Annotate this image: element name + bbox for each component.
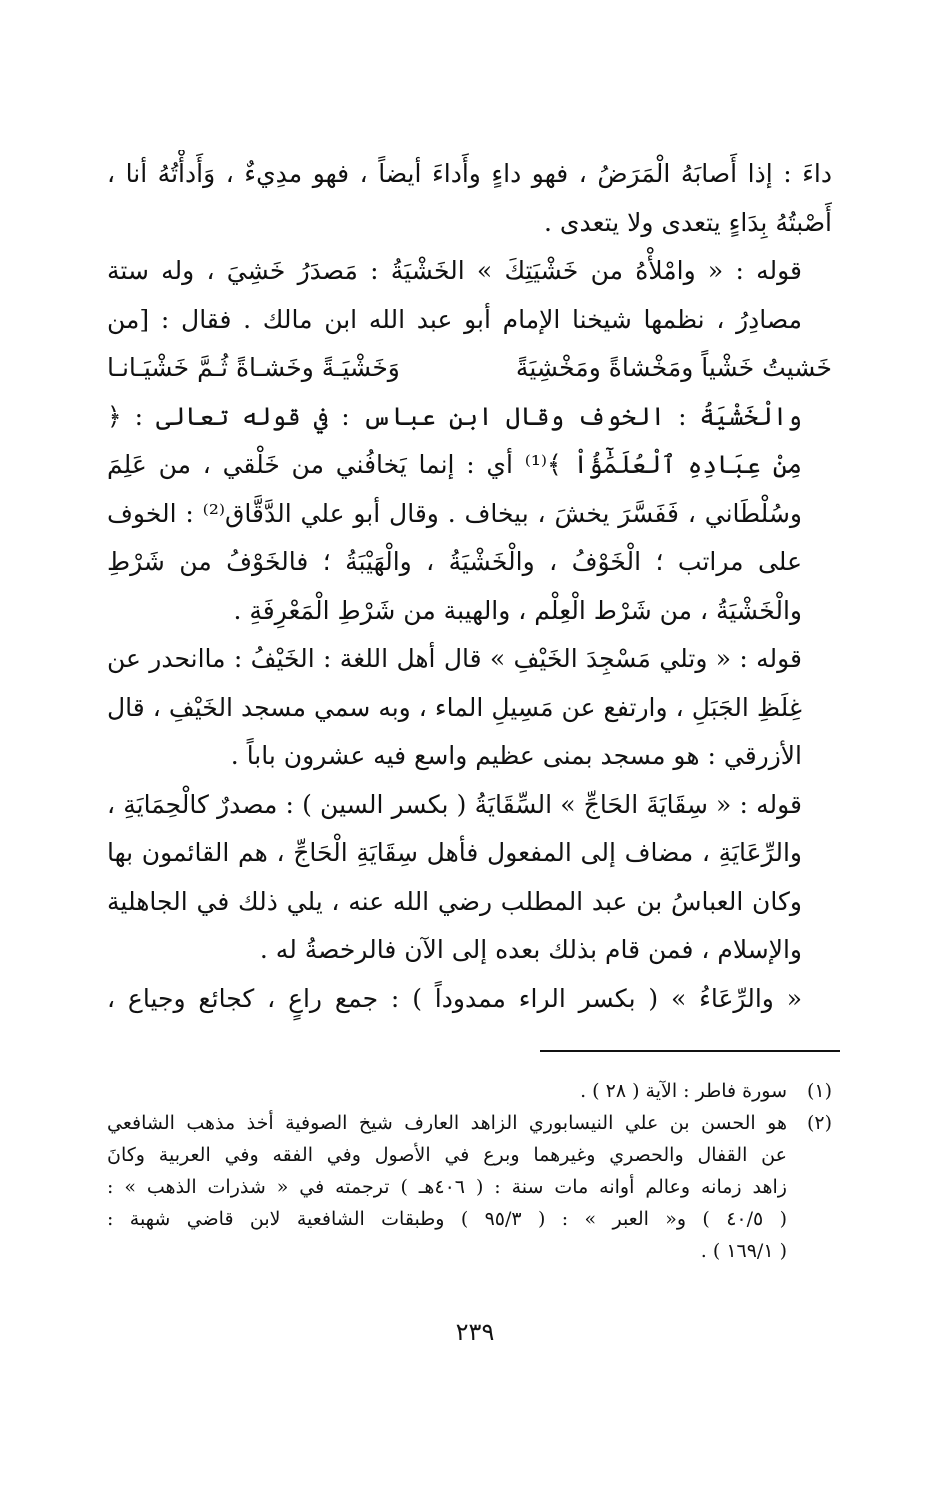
footnotes	[107, 1075, 832, 1267]
text-line: قوله : « سِقَايَةَ الحَاجِّ » السِّقَايَةُ ( بكسر السين ) : مصدرٌ كالْحِمَايَةِ ،	[107, 789, 802, 819]
footnote-separator	[540, 1050, 840, 1052]
text-line: والرِّعَايَةِ ، مضاف إلى المفعول فأهل سِقَايَةِ الْحَاجِّ ، هم القائمون بها	[107, 838, 802, 867]
text-line: الأزرقي : هو مسجد بمنى عظيم واسع فيه عشرون باباً .	[230, 741, 802, 770]
paragraph-khawf	[107, 393, 832, 636]
footnote-line: زاهد زمانه وعالم أوانه مات سنة : ( ٤٠٦هـ ) ترجمته في « شذرات الذهب » :	[107, 1176, 787, 1198]
paragraph-khayf	[107, 635, 832, 781]
footnote-line: هو الحسن بن علي النيسابوري الزاهد العارف شيخ الصوفية أخذ مذهب الشافعي	[107, 1112, 787, 1134]
text-line: داءَ : إذا أَصابَهُ الْمَرَضُ ، فهو داءٍ وأَداءَ أيضاً ، فهو مدِيءٌ ، وَأَدأْتُهُ أنا ،	[107, 159, 832, 188]
text-line: على مراتب ؛ الْخَوْفُ ، والْخَشْيَةُ ، والْهَيْبَةُ ؛ فالخَوْفُ من شَرْطِ	[107, 547, 802, 576]
verse-second-hemistich: وَخَشْيَـةً وخَشـاةً ثُـمَّ خَشْيَـانـا	[107, 353, 400, 382]
text-line: أَصْبتُهُ بِدَاءٍ يتعدى ولا يتعدى .	[544, 207, 832, 237]
footnote-text	[107, 1075, 787, 1107]
footnote-line: ( ٤٠/٥ ) و« العبر » : ( ٩٥/٣ ) وطبقات الشافعية لابن قاضي شهبة :	[107, 1208, 787, 1230]
footnote-1	[107, 1075, 832, 1107]
paragraph-siqaya	[107, 781, 832, 975]
footnote-number: (٢)	[806, 1112, 832, 1134]
text-line: مِنْ عِبَادِهِ ٱلْعُلَمَٰٓؤُاْ ﴾⁽¹⁾ أي : إنما يَخافُني من خَلْقي ، من عَلِمَ	[107, 450, 802, 479]
footnote-line: ( ١٦٩/١ ) .	[700, 1240, 787, 1262]
text-line: قوله : « وتلي مَسْجِدَ الخَيْفِ » قال أهل اللغة : الخَيْفُ : ماانحدر عن	[107, 644, 802, 673]
text-line: والْخَشْيَةُ : الخوف وقال ابن عباس : في قوله تعالى : ﴿	[107, 401, 802, 431]
text-line: وسُلْطَاني ، فَفَسَّرَ يخشَ ، بيخاف . وقال أبو علي الدَّقَّاق⁽²⁾ : الخوف	[107, 498, 802, 528]
text-line: غِلَظِ الجَبَلِ ، وارتفع عن مَسِيلِ الماء ، وبه سمي مسجد الخَيْفِ ، قال	[107, 692, 802, 722]
paragraph-khashya	[107, 247, 832, 344]
text-line: والإسلام ، فمن قام بذلك بعده إلى الآن فالرخصةُ له .	[259, 935, 802, 964]
text-line: وكان العباسُ بن عبد المطلب رضي الله عنه ، يلي ذلك في الجاهلية	[107, 886, 802, 916]
footnote-line: سورة فاطر : الآية ( ٢٨ ) .	[580, 1080, 787, 1102]
text-line: قوله : « وامْلأْهُ من خَشْيَتِكَ » الخَشْيَةُ : مَصدَرُ خَشِيَ ، وله ستة	[107, 256, 802, 285]
verse-first-hemistich: خَشيتُ خَشْياً ومَخْشاةً ومَخْشِيَةً	[515, 353, 832, 382]
text-line: « والرِّعَاءُ » ( بكسر الراء ممدوداً ) : جمع راعٍ ، كجائع وجياع ،	[107, 983, 802, 1013]
poem-verse	[107, 344, 832, 393]
page-number: ٢٣٩	[455, 1318, 495, 1346]
text-line: مصادِرُ ، نظمها شيخنا الإمام أبو عبد الله ابن مالك . فقال : [من	[107, 304, 802, 334]
footnote-2	[107, 1107, 832, 1267]
paragraph-riaa	[107, 975, 832, 1024]
text-line: والْخَشْيَةُ ، من شَرْط الْعِلْم ، والهيبة من شَرْطِ الْمَعْرِفَةِ .	[233, 595, 802, 625]
paragraph-dae	[107, 150, 832, 247]
footnote-line: عن القفال والحصري وغيرهما وبرع في الأصول وفي الفقه وفي العربية وكانَ	[107, 1144, 787, 1166]
footnote-number: (١)	[806, 1080, 832, 1102]
main-text	[107, 150, 832, 1023]
footnote-text	[107, 1107, 787, 1267]
